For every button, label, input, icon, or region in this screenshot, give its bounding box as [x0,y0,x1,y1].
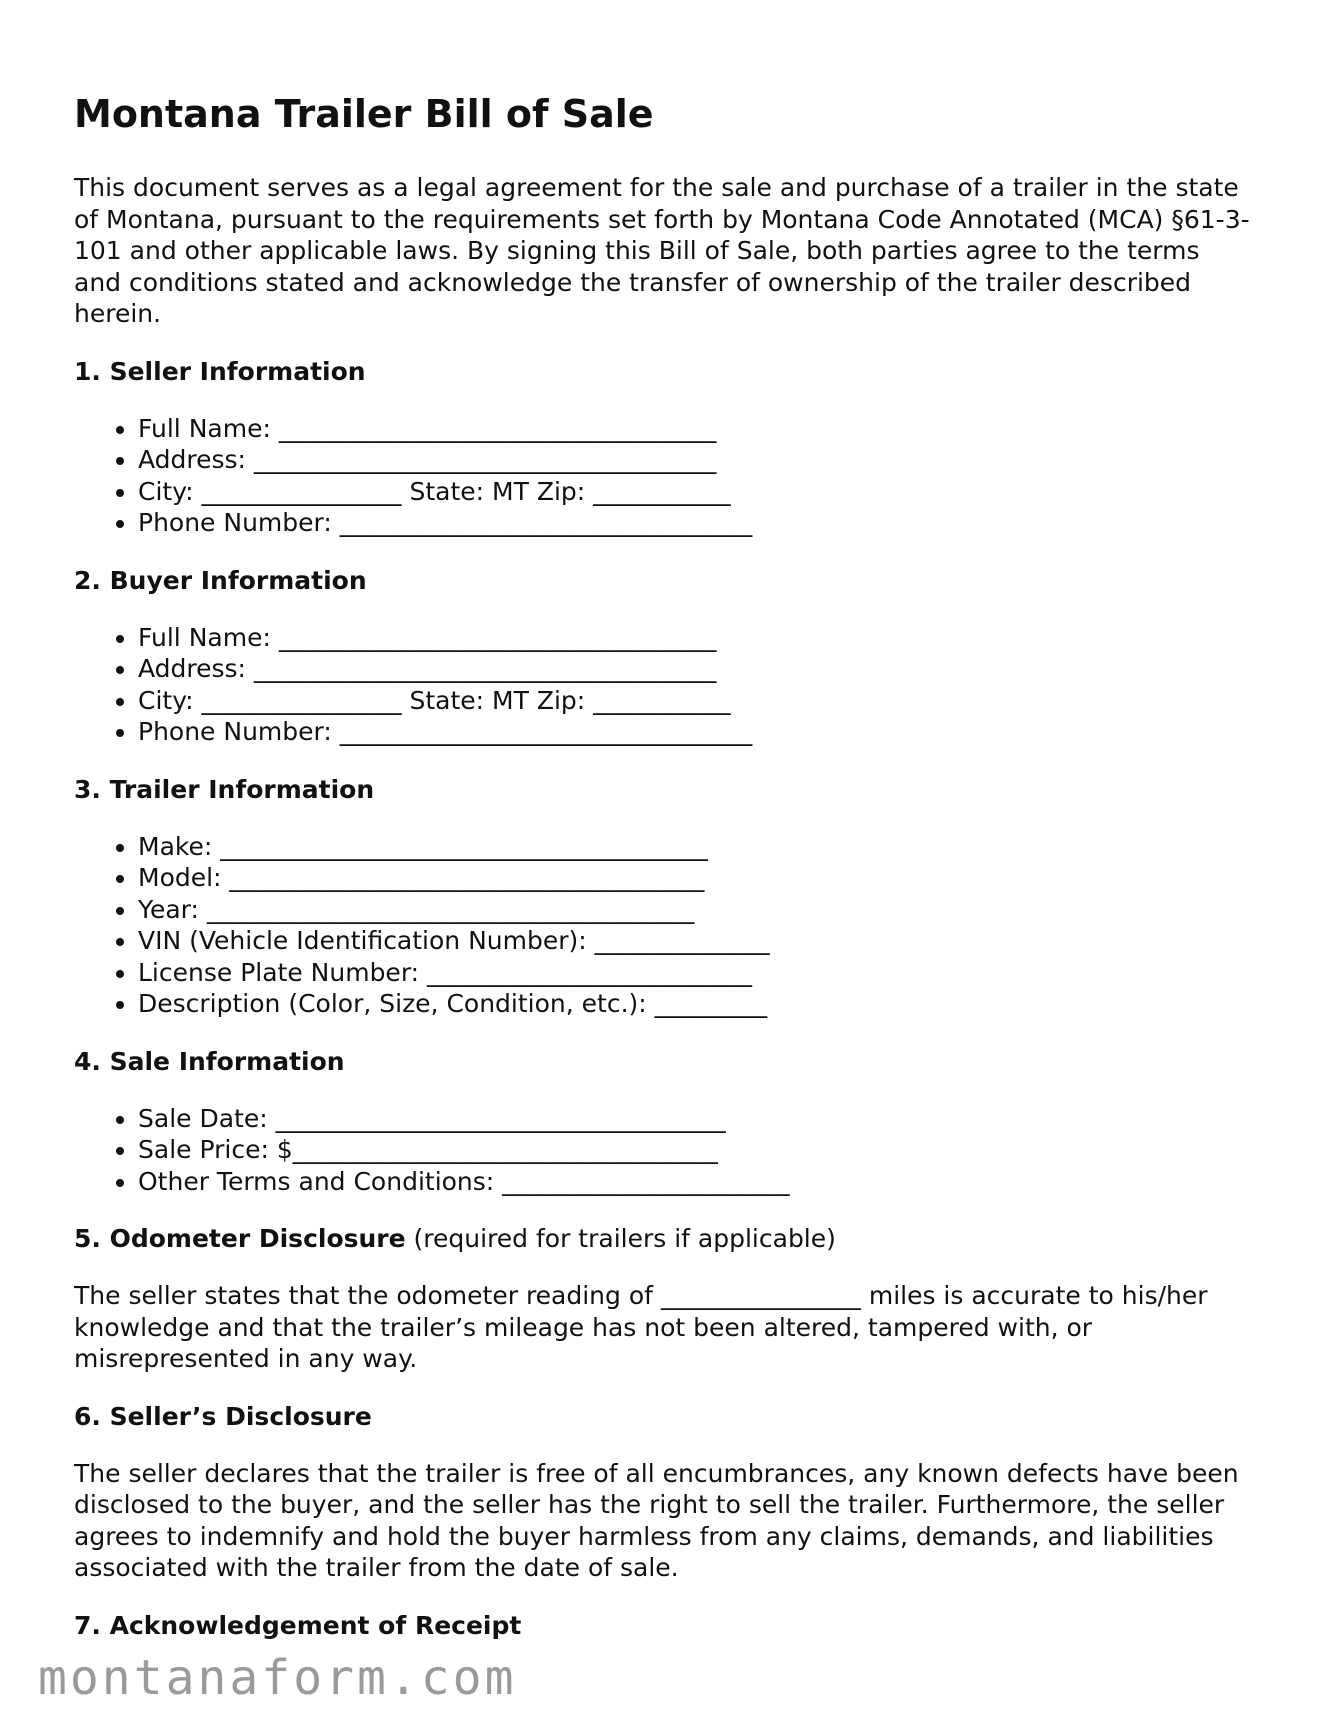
receipt-heading: 7. Acknowledgement of Receipt [74,1610,522,1640]
buyer-phone-field[interactable]: • Phone Number: _________________________________ [138,716,1254,748]
document-title: Montana Trailer Bill of Sale [74,92,654,136]
seller-list [74,413,1254,539]
document-page [74,90,1254,1667]
buyer-heading: 2. Buyer Information [74,565,367,595]
seller-disclosure-paragraph: The seller declares that the trailer is free of all encumbrances, any known defects have been disclosed to the buyer, and the seller has the right to sell the trailer. Furthermore, the seller agrees to indemnify and hold the buyer harmless from any claims, demands, and liabilities associated with the trailer from the date of sale. [74,1458,1239,1582]
odometer-paragraph: The seller states that the odometer reading of ________________ miles is accurate to his/her knowledge and that the trailer’s mileage has not been altered, tampered with, or misrepresented in any way. [74,1281,1208,1373]
site-watermark: montanaform.com [38,1650,517,1706]
seller-full-name-field[interactable]: • Full Name: ___________________________________ [138,413,1254,445]
trailer-vin-field[interactable]: • VIN (Vehicle Identification Number): ______________ [138,925,1254,957]
odometer-heading-note: (required for trailers if applicable) [405,1224,836,1253]
sale-other-terms-field[interactable]: • Other Terms and Conditions: _______________________ [138,1166,1254,1198]
buyer-city-state-zip-field[interactable]: • City: ________________ State: MT Zip: ___________ [138,685,1254,717]
seller-heading: 1. Seller Information [74,356,366,386]
buyer-list [74,622,1254,748]
sale-list [74,1103,1254,1198]
trailer-list [74,831,1254,1020]
sale-heading: 4. Sale Information [74,1046,345,1076]
intro-paragraph: This document serves as a legal agreement for the sale and purchase of a trailer in the state of Montana, pursuant to the requirements set forth by Montana Code Annotated (MCA) §61-3-101 and other applicable laws. By signing this Bill of Sale, both parties agree to the terms and conditions stated and acknowledge the transfer of ownership of the trailer described herein. [74,173,1250,328]
trailer-heading: 3. Trailer Information [74,774,375,804]
odometer-heading-title: 5. Odometer Disclosure [74,1224,406,1253]
trailer-make-field[interactable]: • Make: _______________________________________ [138,831,1254,863]
seller-address-field[interactable]: • Address: _____________________________________ [138,444,1254,476]
sale-date-field[interactable]: • Sale Date: ____________________________________ [138,1103,1254,1135]
odometer-heading [74,1223,1254,1254]
seller-city-state-zip-field[interactable]: • City: ________________ State: MT Zip: ___________ [138,476,1254,508]
buyer-address-field[interactable]: • Address: _____________________________________ [138,653,1254,685]
trailer-year-field[interactable]: • Year: _______________________________________ [138,894,1254,926]
seller-phone-field[interactable]: • Phone Number: _________________________________ [138,507,1254,539]
trailer-license-plate-field[interactable]: • License Plate Number: __________________________ [138,957,1254,989]
seller-disclosure-heading: 6. Seller’s Disclosure [74,1401,372,1431]
trailer-model-field[interactable]: • Model: ______________________________________ [138,862,1254,894]
trailer-description-field[interactable]: • Description (Color, Size, Condition, etc.): _________ [138,988,1254,1020]
sale-price-field[interactable]: • Sale Price: $__________________________________ [138,1134,1254,1166]
buyer-full-name-field[interactable]: • Full Name: ___________________________________ [138,622,1254,654]
